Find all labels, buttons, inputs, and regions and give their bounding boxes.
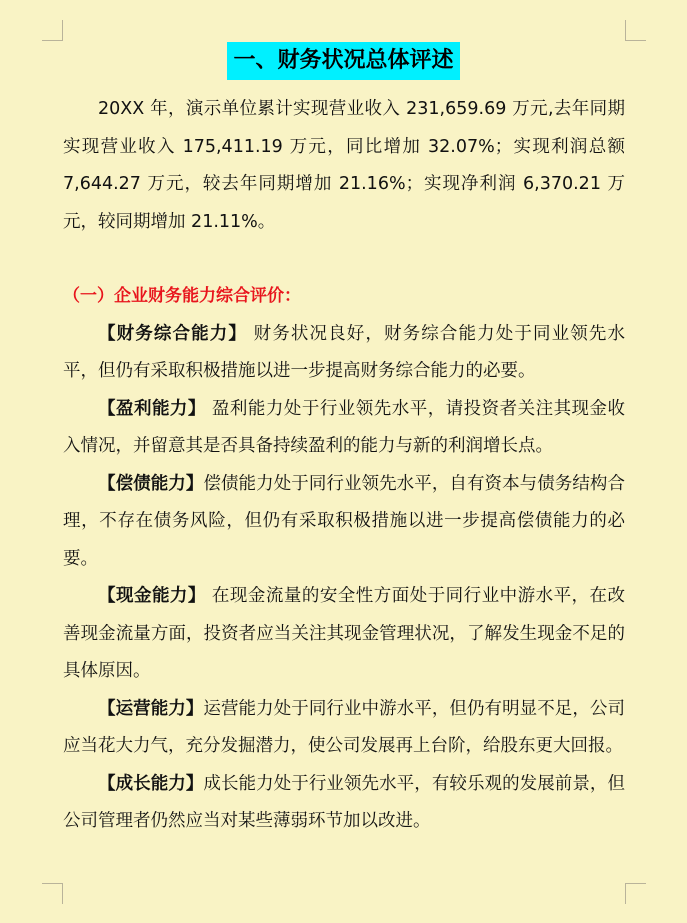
item-text: 在现金流量的安全性方面处于同行业中游水平，在改善现金流量方面，投资者应当关注其现金管理状况，了解发生现金不足的具体原因。 xyxy=(63,586,626,681)
page-title: 一、财务状况总体评述 xyxy=(227,42,459,80)
item-operation xyxy=(63,691,625,766)
page-corner-mark-top-right xyxy=(625,20,646,41)
item-label: 【运营能力】 xyxy=(98,698,204,719)
item-growth xyxy=(63,766,625,841)
item-profitability xyxy=(63,391,625,466)
page-corner-mark-bottom-right xyxy=(625,883,646,904)
page-corner-mark-top-left xyxy=(42,20,63,41)
item-label: 【盈利能力】 xyxy=(98,398,206,419)
item-text: 偿债能力处于同行业领先水平，自有资本与债务结构合理，不存在债务风险，但仍有采取积极措施以进一步提高偿债能力的必要。 xyxy=(63,473,626,569)
item-text: 成长能力处于行业领先水平，有较乐观的发展前景，但公司管理者仍然应当对某些薄弱环节加以改进。 xyxy=(63,773,626,831)
section-heading: （一）企业财务能力综合评价： xyxy=(63,286,301,306)
paragraph-spacer xyxy=(63,241,625,278)
item-financial-overall xyxy=(63,316,625,391)
item-label: 【财务综合能力】 xyxy=(98,323,247,344)
document-body xyxy=(63,91,625,841)
item-label: 【成长能力】 xyxy=(98,773,204,794)
item-solvency xyxy=(63,466,625,579)
title-container xyxy=(0,42,687,80)
intro-paragraph: 20XX 年，演示单位累计实现营业收入 231,659.69 万元,去年同期实现营业收入 175,411.19 万元，同比增加 32.07%；实现利润总额 7,644.27 万元，较去年同期增加 21.16%；实现净利润 6,370.21 万元，较同期增加 21.11%。 xyxy=(63,99,625,232)
page-corner-mark-bottom-left xyxy=(42,883,63,904)
item-text: 盈利能力处于行业领先水平，请投资者关注其现金收入情况，并留意其是否具备持续盈利的能力与新的利润增长点。 xyxy=(63,398,626,456)
item-label: 【偿债能力】 xyxy=(98,473,204,494)
item-cash xyxy=(63,578,625,691)
item-text: 运营能力处于同行业中游水平，但仍有明显不足，公司应当花大力气，充分发掘潜力，使公司发展再上台阶，给股东更大回报。 xyxy=(63,698,626,756)
item-label: 【现金能力】 xyxy=(98,586,206,606)
item-text: 财务状况良好，财务综合能力处于同业领先水平，但仍有采取积极措施以进一步提高财务综合能力的必要。 xyxy=(63,323,626,381)
